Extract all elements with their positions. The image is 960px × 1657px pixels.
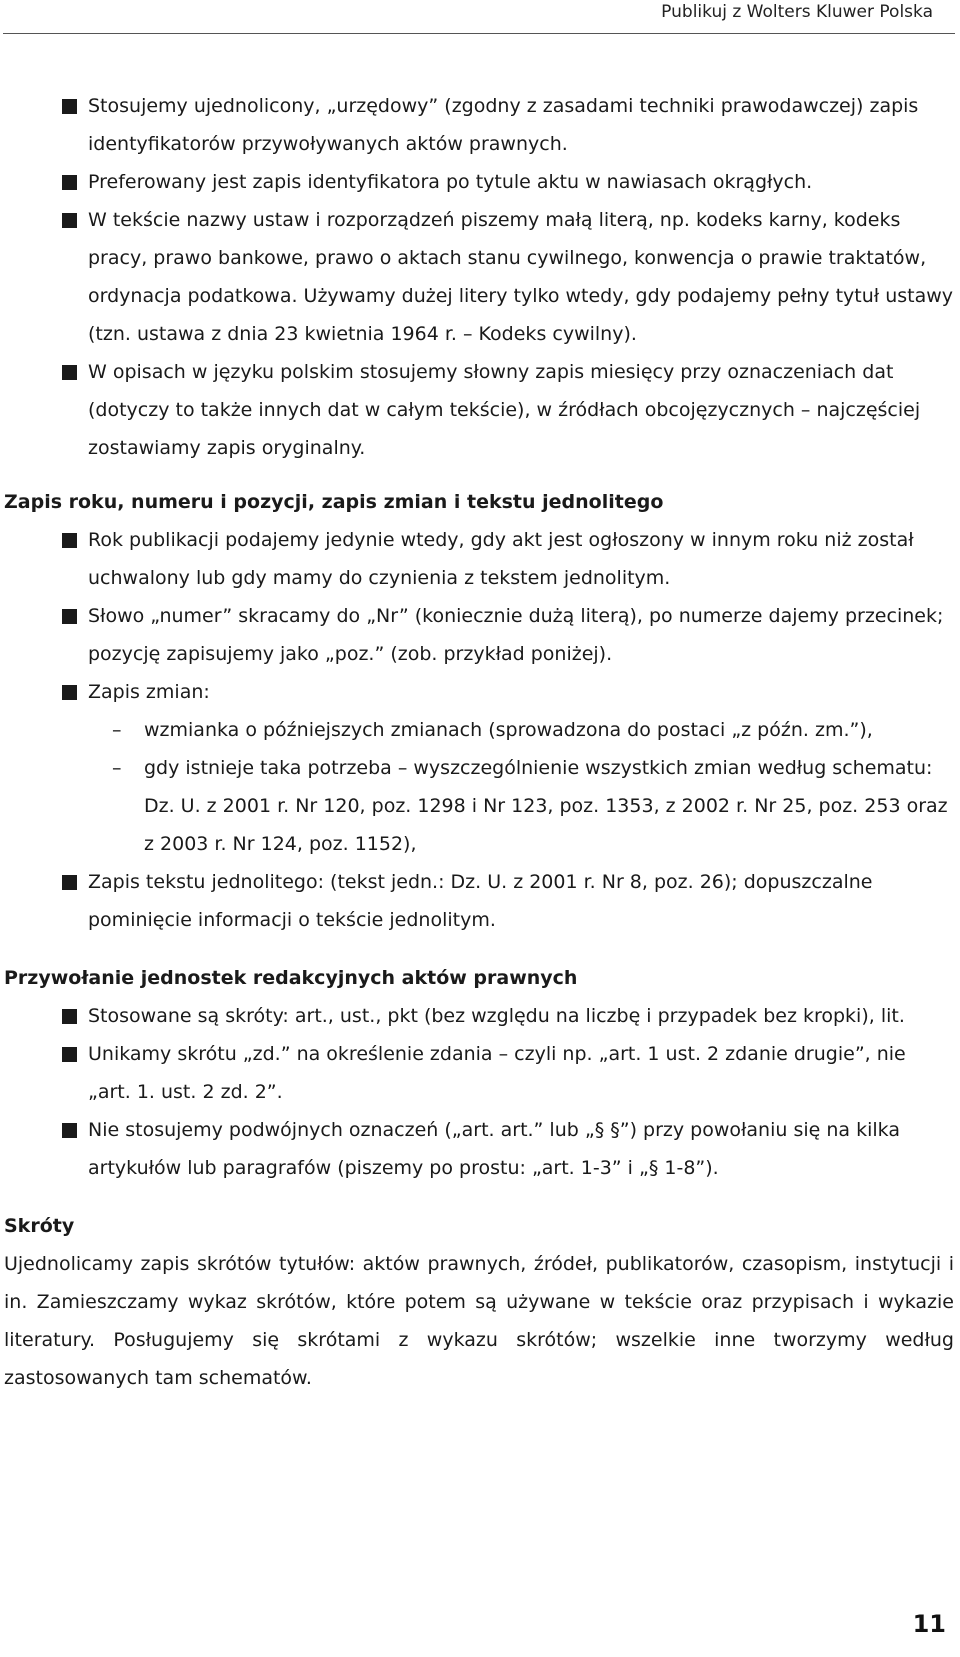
section-heading-year-number: Zapis roku, numeru i pozycji, zapis zmian i tekstu jednolitego: [4, 491, 664, 513]
list-item-label: Zapis zmian:: [88, 681, 210, 703]
page-content: [4, 87, 954, 1397]
list-item: Stosowane są skróty: art., ust., pkt (bez względu na liczbę i przypadek bez kropki), lit.: [4, 997, 954, 1035]
list-item: [4, 673, 954, 863]
abbreviations-paragraph: Ujednolicamy zapis skrótów tytułów: aktów prawnych, źródeł, publikatorów, czasopism, instytucji i in. Zamieszczamy wykaz skrótów, które potem są używane w tekście oraz przypisach i wykazie literatury. Posługujemy się skrótami z wykazu skrótów; wszelkie inne tworzymy według zastosowanych tam schematów.: [4, 1253, 954, 1389]
sub-list-item: – wzmianka o późniejszych zmianach (sprowadzona do postaci „z późn. zm.”),: [112, 711, 954, 749]
section1-bullet-list: [4, 521, 954, 939]
list-item: Słowo „numer” skracamy do „Nr” (koniecznie dużą literą), po numerze dajemy przecinek; pozycję zapisujemy jako „poz.” (zob. przykład poniżej).: [4, 597, 954, 673]
list-item: Nie stosujemy podwójnych oznaczeń („art. art.” lub „§ §”) przy powołaniu się na kilka artykułów lub paragrafów (piszemy po prostu: „art. 1-3” i „§ 1-8”).: [4, 1111, 954, 1187]
sub-list-item: – gdy istnieje taka potrzeba – wyszczególnienie wszystkich zmian według schematu: Dz. U. z 2001 r. Nr 120, poz. 1298 i Nr 123, poz. 1353, z 2002 r. Nr 25, poz. 253 oraz z 2003 r. Nr 124, poz. 1152),: [112, 749, 954, 863]
list-item: W opisach w języku polskim stosujemy słowny zapis miesięcy przy oznaczeniach dat (dotyczy to także innych dat w całym tekście), w źródłach obcojęzycznych – najczęściej zostawiamy zapis oryginalny.: [4, 353, 954, 467]
section2-bullet-list: [4, 997, 954, 1187]
section-heading-editorial-units: Przywołanie jednostek redakcyjnych aktów prawnych: [4, 967, 578, 989]
list-item: W tekście nazwy ustaw i rozporządzeń piszemy małą literą, np. kodeks karny, kodeks pracy, prawo bankowe, prawo o aktach stanu cywilnego, konwencja o prawie traktatów, ordynacja podatkowa. Używamy dużej litery tylko wtedy, gdy podajemy pełny tytuł ustawy (tzn. ustawa z dnia 23 kwietnia 1964 r. – Kodeks cywilny).: [4, 201, 954, 353]
amendments-sub-list: [112, 711, 954, 863]
page-number: 11: [912, 1610, 946, 1638]
list-item: Rok publikacji podajemy jedynie wtedy, gdy akt jest ogłoszony w innym roku niż został uchwalony lub gdy mamy do czynienia z tekstem jednolitym.: [4, 521, 954, 597]
header-rule: [3, 33, 955, 34]
list-item: Preferowany jest zapis identyfikatora po tytule aktu w nawiasach okrągłych.: [4, 163, 954, 201]
section-heading-abbreviations: Skróty: [4, 1215, 75, 1237]
list-item: Stosujemy ujednolicony, „urzędowy” (zgodny z zasadami techniki prawodawczej) zapis identyfikatorów przywoływanych aktów prawnych.: [4, 87, 954, 163]
intro-bullet-list: [4, 87, 954, 467]
list-item: Unikamy skrótu „zd.” na określenie zdania – czyli np. „art. 1 ust. 2 zdanie drugie”, nie „art. 1. ust. 2 zd. 2”.: [4, 1035, 954, 1111]
header-publisher-text: Publikuj z Wolters Kluwer Polska: [661, 2, 933, 22]
list-item: Zapis tekstu jednolitego: (tekst jedn.: Dz. U. z 2001 r. Nr 8, poz. 26); dopuszczalne pominięcie informacji o tekście jednolitym.: [4, 863, 954, 939]
page-header: [0, 0, 960, 34]
